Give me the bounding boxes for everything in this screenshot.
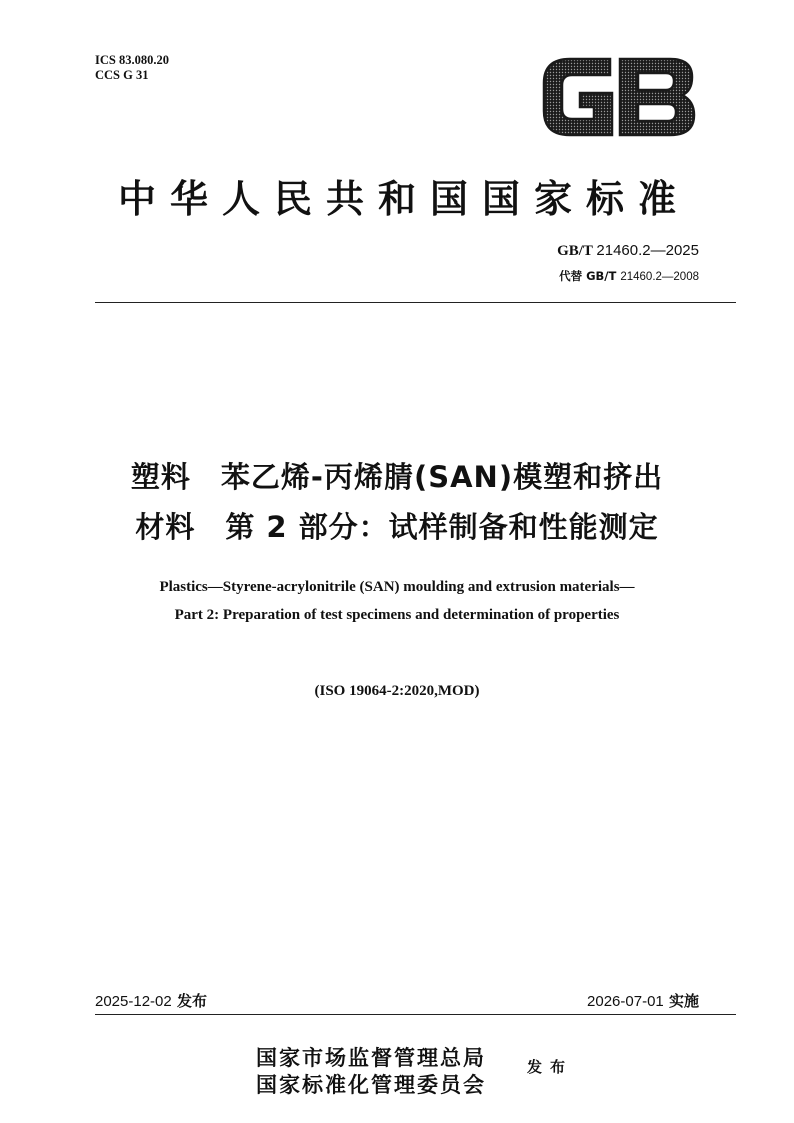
- gb-logo-icon: [540, 53, 698, 141]
- national-standard-title: 中华人民共和国国家标准: [117, 177, 690, 221]
- issuer-line-2: 国家标准化管理委员会: [256, 1073, 486, 1097]
- replaces-standard: [559, 268, 699, 284]
- header-divider: [95, 302, 736, 303]
- effective-date-value: 2026-07-01: [587, 993, 664, 1010]
- chinese-title-line-1: 塑料 苯乙烯-丙烯腈(SAN)模塑和挤出: [130, 460, 664, 494]
- issue-date-label: 发布: [171, 992, 207, 1010]
- issuer-line-1: 国家市场监督管理总局: [256, 1046, 486, 1070]
- footer-divider: [95, 1014, 736, 1015]
- classification-codes: [95, 53, 169, 83]
- issue-date-value: 2025-12-02: [95, 993, 172, 1010]
- chinese-title-line-2: 材料 第 2 部分：试样制备和性能测定: [135, 510, 659, 544]
- replaces-number: 21460.2—2008: [620, 271, 699, 283]
- iso-reference: (ISO 19064-2:2020,MOD): [314, 683, 480, 699]
- ics-code: ICS 83.080.20: [95, 53, 169, 67]
- english-title-line-1: Plastics—Styrene-acrylonitrile (SAN) moulding and extrusion materials—: [159, 579, 635, 595]
- gb-logo: [540, 53, 698, 141]
- standard-number: [557, 242, 699, 260]
- english-title-line-2: Part 2: Preparation of test specimens and determination of properties: [174, 607, 620, 623]
- effective-date-label: 实施: [663, 992, 699, 1010]
- publish-label: 发布: [527, 1058, 574, 1076]
- issue-date: [95, 990, 207, 1011]
- ccs-code: CCS G 31: [95, 68, 149, 82]
- standard-number-value: 21460.2—2025: [596, 242, 699, 259]
- effective-date: [587, 990, 699, 1011]
- replaces-prefix: 代替 GB/T: [559, 269, 621, 283]
- standard-prefix: GB/T: [557, 243, 597, 259]
